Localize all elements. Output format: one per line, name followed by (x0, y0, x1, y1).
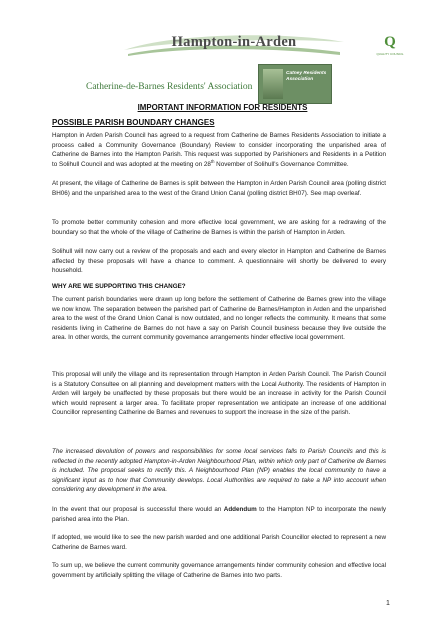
why-heading: WHY ARE WE SUPPORTING THIS CHANGE? (52, 283, 186, 290)
hampton-banner (118, 30, 350, 58)
paragraph-addendum-text-a: In the event that our proposal is successful there would an (52, 506, 224, 513)
paragraph-intro (52, 131, 386, 169)
paragraph-intro-text-a: Hampton in Arden Parish Council has agreed to a request from Catherine de Barnes Residents Association to initiate a process called a Community Governance (Boundary) Review to consider incorporating the unparished area of Catherine de Barnes into the Hampton Parish. This request was supported by Parishioners and Residents in a Petition to Solihull Council and was adopted at the meeting on 28 (52, 132, 386, 168)
paragraph-neighbourhood-plan: The increased devolution of powers and responsibilities for some local services falls to Parish Councils and this is reflected in the recently adopted Hampton-in-Arden Neighbourhood Plan, within which only part of Catherine de Barnes is included. The proposal seeks to rectify this. A Neighbourhood Plan (NP) enables the local community to have a significant input as to how that Community develops. Local Authorities are required to take a NP into account when considering any development in the area. (52, 448, 386, 494)
quality-council-logo (377, 36, 403, 58)
document-subtitle: POSSIBLE PARISH BOUNDARY CHANGES (52, 118, 215, 127)
paragraph-summary: To sum up, we believe the current community governance arrangements hinder community cohesion and effective local government by artificially splitting the village of Catherine de Barnes into two parts. (52, 562, 386, 579)
paragraph-review-process: Solihull will now carry out a review of the proposals and each and every elector in Hampton and Catherine de Barnes affected by these proposals will have a chance to comment. A questionnaire will shortly be delivered to every household. (52, 248, 386, 275)
addendum-word: Addendum (223, 506, 257, 513)
date-ordinal-suffix: th (210, 158, 215, 164)
quality-mark-letter: Q (384, 34, 396, 50)
paragraph-addendum-text-b: to the Hampton NP to incorporate the newly parished area into the Plan. (52, 506, 386, 523)
paragraph-proposal: This proposal will unify the village and its representation through Hampton in Arden Parish Council. The Parish Council is a Statutory Consultee on all planning and development matters with the Local Authority. The residents of Hampton in Arden will largely be unaffected by these proposals but there would be an increase in activity for the Parish Council which would represent a larger area. To facilitate proper representation we anticipate an increase of one additional Councillor representing Catherine de Barnes and revenues to support the increase in the size of the parish. (52, 371, 386, 417)
banner-title: Hampton-in-Arden (171, 34, 297, 50)
paragraph-new-ward: If adopted, we would like to see the new parish warded and one additional Parish Councillor elected to represent a new Catherine de Barnes ward. (52, 534, 386, 551)
page-number: 1 (386, 600, 390, 607)
catney-residents-logo (258, 64, 332, 104)
logo-picture (263, 69, 283, 99)
paragraph-intro-text-b: November of Solihull's Governance Committee. (214, 160, 349, 168)
paragraph-history: The current parish boundaries were drawn up long before the settlement of Catherine de Barnes grew into the village we now know. The separation between the parished part of Catherine de Barnes/Hampton in Arden and the unparished area to the west of the Grand Union Canal is now outdated, and no longer reflects the community. It means that some residents living in Catherine de Barnes do not have a say on Parish Council business because they live outside the area. In other words, the current community governance arrangements hinder effective local government. (52, 296, 386, 342)
paragraph-addendum (52, 505, 386, 524)
quality-mark-caption: QUALITY COUNCIL (376, 52, 404, 56)
association-name: Catherine-de-Barnes Residents' Association (86, 82, 253, 92)
paragraph-current-split: At present, the village of Catherine de Barnes is split between the Hampton in Arden Parish Council area (polling district BH06) and the unparished area to the west of the Grand Union Canal (polling district BH07). See map overleaf. (52, 180, 386, 197)
logo-text: Catney Residents Association (286, 71, 327, 82)
document-title: IMPORTANT INFORMATION FOR RESIDENTS (137, 103, 308, 112)
paragraph-boundary-request: To promote better community cohesion and more effective local government, we are asking for a redrawing of the boundary so that the whole of the village of Catherine de Barnes is within the parish of Hampton in Arden. (52, 219, 386, 236)
